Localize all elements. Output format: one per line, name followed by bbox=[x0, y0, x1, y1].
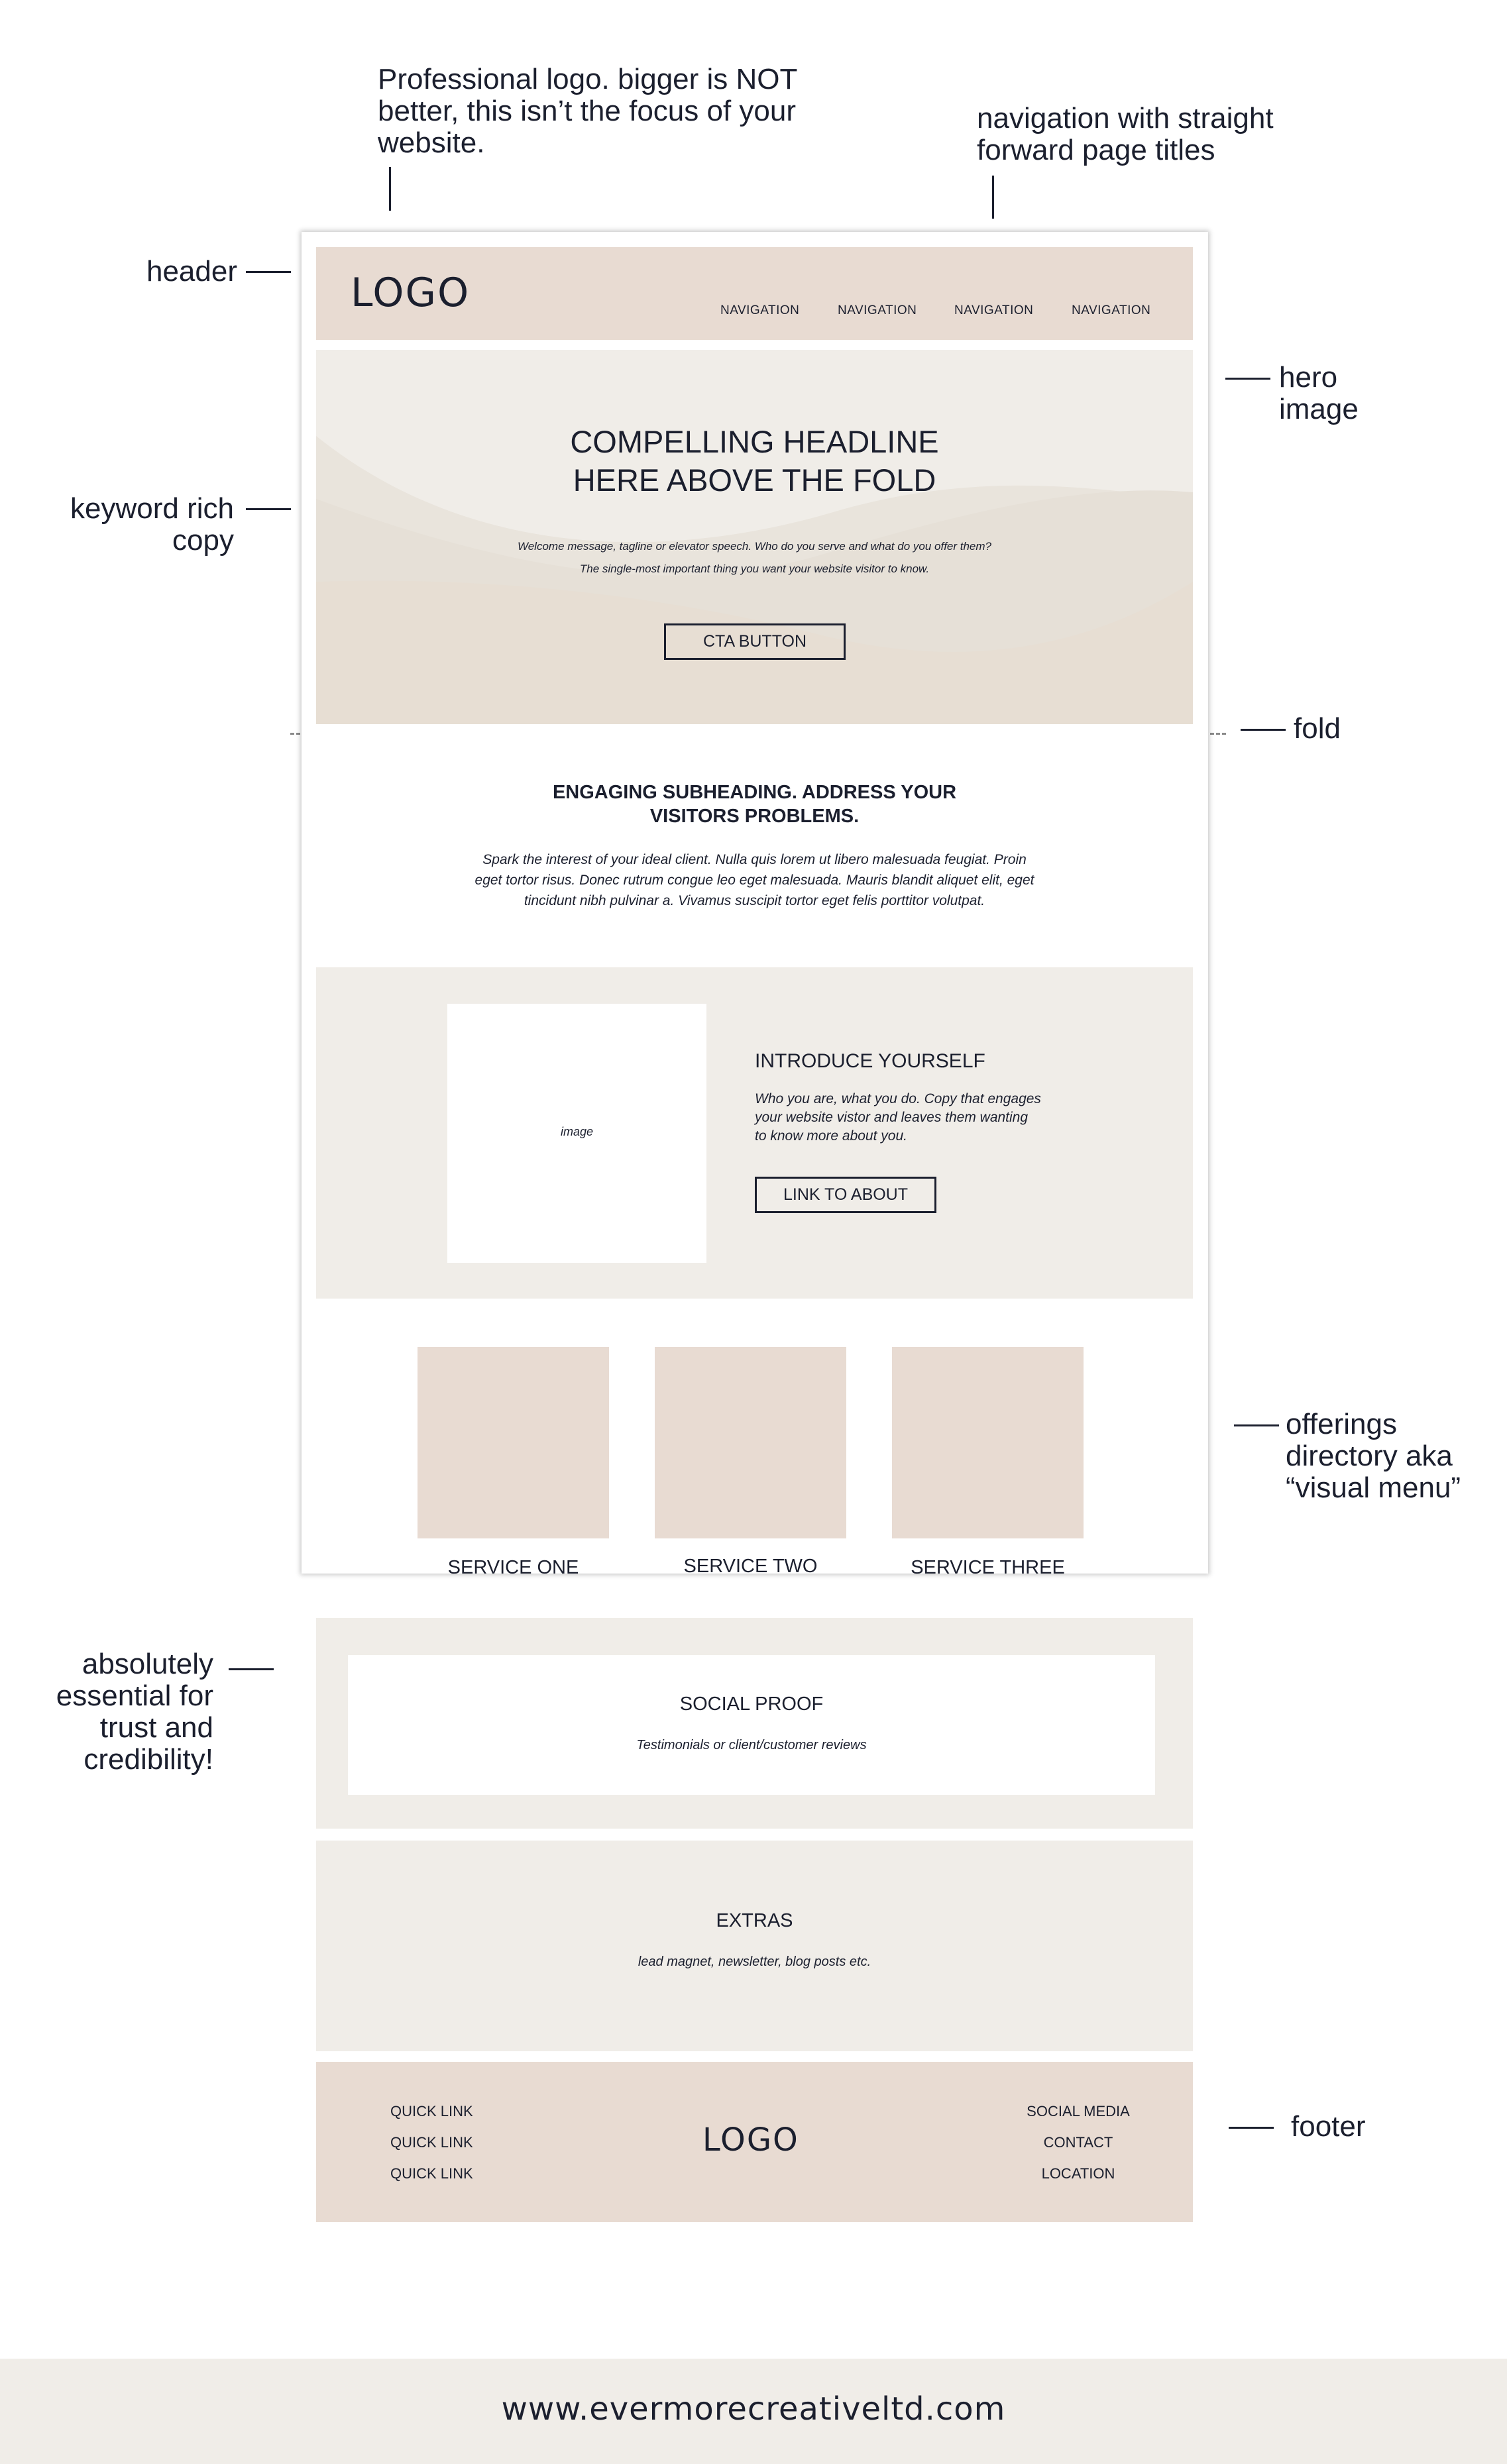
service-two-label[interactable]: SERVICE TWO bbox=[683, 1556, 818, 1577]
intro-panel bbox=[316, 967, 1193, 1299]
service-one-label[interactable]: SERVICE ONE bbox=[447, 1557, 579, 1578]
footer-note: footer bbox=[1291, 2110, 1366, 2143]
subheading bbox=[316, 780, 1193, 828]
logo-note: Professional logo. bigger is NOT better, this isn’t the focus of your website. bbox=[378, 63, 797, 159]
footer-note-leader bbox=[1229, 2127, 1274, 2129]
footer-location-link[interactable]: LOCATION bbox=[1041, 2165, 1115, 2182]
cta-button[interactable]: CTA BUTTON bbox=[664, 623, 846, 660]
nav-item-4[interactable]: NAVIGATION bbox=[1072, 303, 1151, 317]
footer-social-media-link[interactable]: SOCIAL MEDIA bbox=[1027, 2103, 1130, 2119]
social-proof-title: SOCIAL PROOF bbox=[679, 1693, 824, 1715]
header-logo[interactable]: LOGO bbox=[351, 270, 471, 316]
offerings-note-leader bbox=[1234, 1424, 1279, 1426]
social-proof-subtitle: Testimonials or client/customer reviews bbox=[636, 1738, 867, 1752]
hero-welcome-line2: The single-most important thing you want your website visitor to know. bbox=[579, 562, 930, 575]
footer-panel bbox=[316, 2062, 1193, 2222]
extras-title: EXTRAS bbox=[716, 1910, 793, 1931]
keyword-copy-note-leader bbox=[246, 508, 291, 510]
service-two-image[interactable] bbox=[655, 1347, 846, 1538]
intro-copy-line2: your website vistor and leaves them wanting bbox=[755, 1110, 1029, 1125]
nav-item-1[interactable]: NAVIGATION bbox=[720, 303, 800, 317]
website-url[interactable]: www.evermorecreativeltd.com bbox=[501, 2390, 1006, 2428]
hero-welcome-line1: Welcome message, tagline or elevator speech. Who do you serve and what do you offer them? bbox=[517, 540, 992, 553]
social-proof-panel bbox=[316, 1618, 1193, 1829]
header-note: header bbox=[146, 255, 237, 288]
nav-note: navigation with straight forward page titles bbox=[977, 102, 1274, 166]
footer-quick-link-1[interactable]: QUICK LINK bbox=[390, 2103, 473, 2119]
extras-subtitle: lead magnet, newsletter, blog posts etc. bbox=[638, 1955, 871, 1969]
fold-note-leader bbox=[1241, 729, 1286, 731]
intro-image-label: image bbox=[560, 1125, 594, 1138]
hero-headline-line1: COMPELLING HEADLINE bbox=[570, 424, 939, 459]
social-proof-card bbox=[348, 1655, 1155, 1795]
intro-title: INTRODUCE YOURSELF bbox=[755, 1050, 985, 1072]
trust-note-leader bbox=[229, 1668, 274, 1670]
subheading-body-line1: Spark the interest of your ideal client. Nulla quis lorem ut libero malesuada feugiat. Proin bbox=[482, 852, 1027, 867]
hero-image-note-leader bbox=[1225, 378, 1270, 380]
subheading-line2: VISITORS PROBLEMS. bbox=[649, 806, 860, 827]
about-link-button[interactable]: LINK TO ABOUT bbox=[755, 1177, 936, 1213]
fold-note: fold bbox=[1294, 712, 1341, 745]
nav-item-3[interactable]: NAVIGATION bbox=[954, 303, 1034, 317]
footer-quick-link-2[interactable]: QUICK LINK bbox=[390, 2134, 473, 2151]
subheading-body-line3: tincidunt nibh pulvinar a. Vivamus suscipit tortor eget felis porttitor volutpat. bbox=[524, 893, 985, 908]
hero-image-note: hero image bbox=[1279, 361, 1359, 425]
subheading-line1: ENGAGING SUBHEADING. ADDRESS YOUR bbox=[552, 782, 957, 803]
footer-quick-link-3[interactable]: QUICK LINK bbox=[390, 2165, 473, 2182]
header-panel bbox=[316, 247, 1193, 340]
intro-copy bbox=[755, 1090, 1041, 1146]
footer-logo[interactable]: LOGO bbox=[702, 2121, 799, 2159]
intro-copy-line1: Who you are, what you do. Copy that engages bbox=[755, 1091, 1041, 1106]
subheading-body bbox=[316, 849, 1193, 911]
nav-item-2[interactable]: NAVIGATION bbox=[838, 303, 917, 317]
logo-note-leader bbox=[389, 167, 391, 211]
intro-image-placeholder bbox=[447, 1004, 706, 1263]
intro-copy-line3: to know more about you. bbox=[755, 1128, 907, 1144]
hero-panel bbox=[316, 350, 1193, 724]
service-three-label[interactable]: SERVICE THREE bbox=[911, 1557, 1065, 1578]
hero-headline bbox=[316, 423, 1193, 500]
website-wireframe bbox=[302, 232, 1208, 2182]
header-note-leader bbox=[246, 271, 291, 273]
service-one-image[interactable] bbox=[418, 1347, 609, 1538]
footer-contact-link[interactable]: CONTACT bbox=[1043, 2134, 1113, 2151]
hero-headline-line2: HERE ABOVE THE FOLD bbox=[573, 462, 936, 498]
hero-welcome bbox=[316, 535, 1193, 580]
extras-panel bbox=[316, 1841, 1193, 2051]
subheading-body-line2: eget tortor risus. Donec rutrum congue leo eget malesuada. Mauris blandit aliquet elit, eget bbox=[474, 873, 1034, 888]
keyword-copy-note: keyword rich copy bbox=[70, 492, 234, 557]
trust-note: absolutely essential for trust and credibility! bbox=[56, 1648, 213, 1776]
nav-note-leader bbox=[992, 176, 994, 219]
offerings-note: offerings directory aka “visual menu” bbox=[1286, 1408, 1461, 1504]
service-three-image[interactable] bbox=[892, 1347, 1084, 1538]
